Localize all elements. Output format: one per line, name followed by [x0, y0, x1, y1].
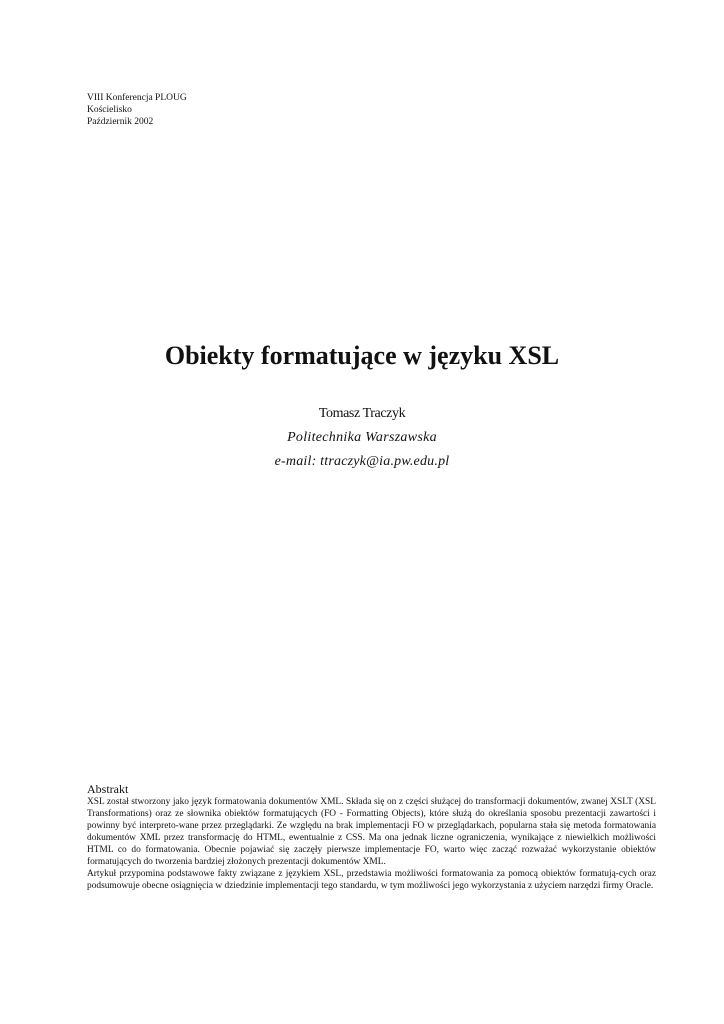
abstract-heading: Abstrakt: [87, 782, 129, 796]
author-name: Tomasz Traczyk: [318, 406, 406, 421]
abstract-paragraph-2: Artykuł przypomina podstawowe fakty związane z językiem XSL, przedstawia możliwości formatowania za pomocą obiektów formatują-cych oraz podsumowuje obecne osiągnięcia w dziedzinie implementacji tego standardu, w tym możliwości jego wykorzystania z użyciem narzędzi firmy Oracle.: [87, 869, 656, 891]
author-email: e-mail: ttraczyk@ia.pw.edu.pl: [274, 454, 450, 469]
conference-name: VIII Konferencja PLOUG: [87, 93, 187, 103]
author-affiliation: Politechnika Warszawska: [287, 430, 437, 445]
conference-header: [87, 92, 187, 128]
abstract-paragraph-1: XSL został stworzony jako język formatowania dokumentów XML. Składa się on z części służącej do transformacji dokumentów, zwanej XSLT (XSL Transformations) oraz ze słownika obiektów formatujących (FO - Formatting Objects), które służą do określania sposobu prezentacji zawartości i powinny być interpreto-wane przez przeglądarki. Ze względu na brak implementacji FO w przeglądarkach, popularna stała się metoda formatowania dokumentów XML przez transformację do HTML, ewentualnie z CSS. Ma ona jednak liczne ograniczenia, wynikające z niewielkich możliwości HTML co do formatowania. Obecnie pojawiać się zaczęły pierwsze implementacje FO, warto więc zacząć rozważać wykorzystanie obiektów formatujących do tworzenia bardziej złożonych prezentacji dokumentów XML.: [87, 797, 656, 867]
conference-date: Październik 2002: [87, 117, 154, 127]
abstract-body: [87, 796, 656, 892]
conference-location: Kościelisko: [87, 105, 132, 115]
paper-title: Obiekty formatujące w języku XSL: [164, 341, 560, 370]
